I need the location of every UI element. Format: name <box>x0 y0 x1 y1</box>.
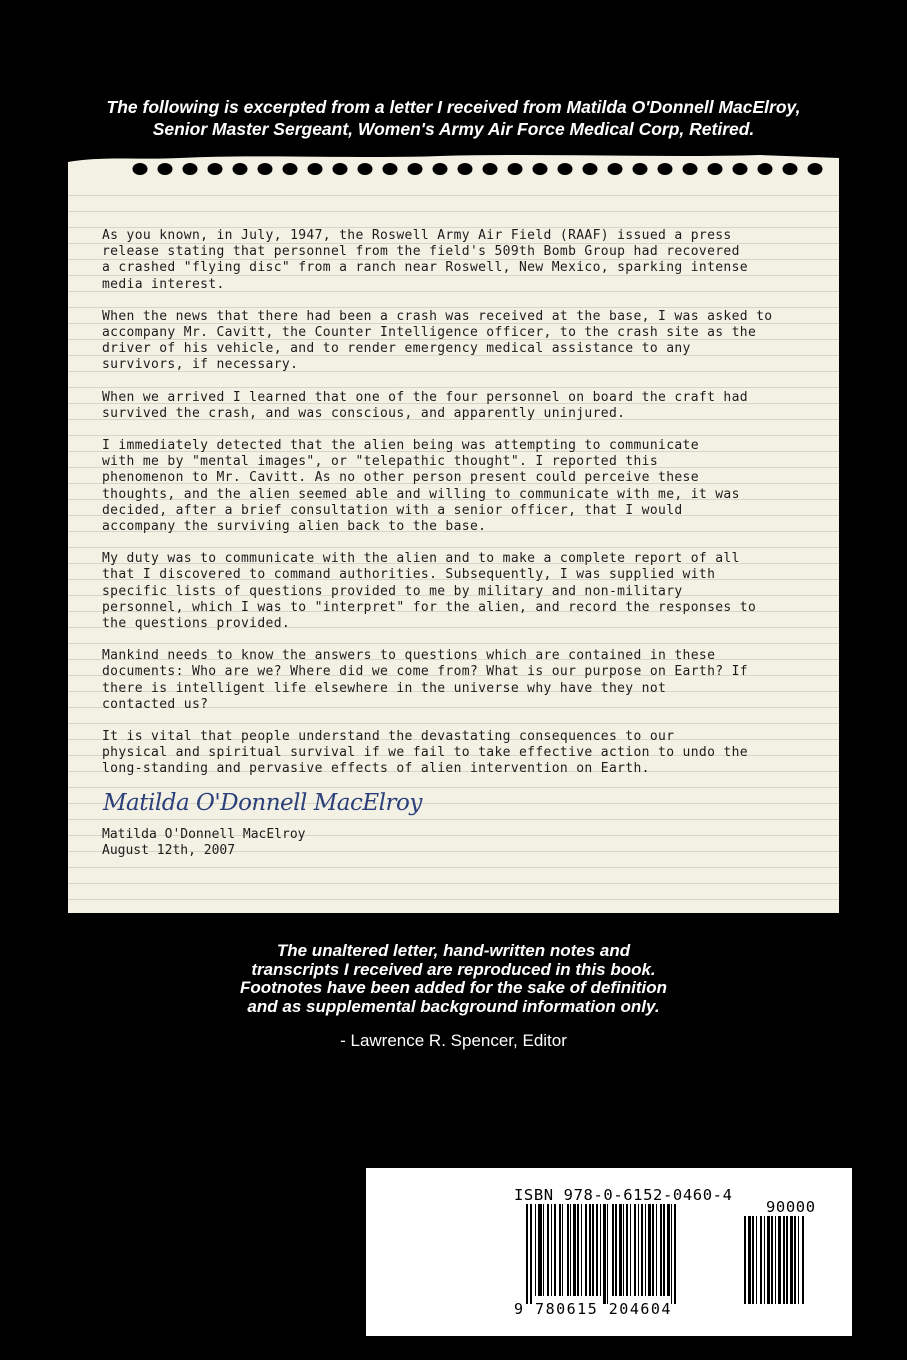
barcode-bar <box>748 1216 751 1304</box>
barcode-bar <box>756 1216 757 1304</box>
barcode-bar <box>592 1204 594 1296</box>
punch-hole <box>383 163 398 175</box>
barcode-bar <box>526 1204 528 1304</box>
perforated-edge <box>60 150 847 190</box>
barcode-bar <box>790 1216 793 1304</box>
barcode-bar <box>652 1204 654 1296</box>
punch-hole <box>733 163 748 175</box>
barcode-bar <box>641 1204 643 1296</box>
barcode-bar <box>630 1204 631 1296</box>
barcode-bar <box>671 1204 672 1304</box>
punch-hole <box>408 163 423 175</box>
punch-hole <box>133 163 148 175</box>
punch-hole <box>508 163 523 175</box>
barcode-bar <box>570 1204 571 1296</box>
barcode-bar <box>778 1216 781 1304</box>
intro-text <box>0 96 907 140</box>
barcode-bar <box>786 1216 788 1304</box>
barcode-bar <box>596 1204 598 1296</box>
punch-hole <box>258 163 273 175</box>
barcode-bar <box>567 1204 569 1296</box>
barcode-bar <box>771 1216 773 1304</box>
barcode-bar <box>551 1204 552 1296</box>
handwritten-signature: Matilda O'Donnell MacElroy <box>103 790 422 816</box>
intro-line-1: The following is excerpted from a letter I received from Matilda O'Donnell MacElroy, <box>106 97 801 117</box>
intro-line-2: Senior Master Sergeant, Women's Army Air Force Medical Corp, Retired. <box>152 119 755 139</box>
editor-note <box>0 942 907 1016</box>
barcode-bar <box>660 1204 662 1296</box>
punch-hole <box>233 163 248 175</box>
barcode-bar <box>794 1216 796 1304</box>
note-line-2: transcripts I received are reproduced in this book. <box>251 959 656 979</box>
note-line-3: Footnotes have been added for the sake of definition <box>240 978 667 997</box>
punch-hole <box>158 163 173 175</box>
barcode-bar <box>577 1204 579 1296</box>
barcode-bar <box>760 1216 762 1304</box>
barcode-bar <box>603 1204 606 1304</box>
barcode-bar <box>674 1204 676 1304</box>
barcode-bar <box>562 1204 563 1296</box>
punch-hole <box>458 163 473 175</box>
barcode-bar <box>581 1204 582 1296</box>
punch-hole <box>583 163 598 175</box>
barcode-bar <box>538 1204 542 1296</box>
note-line-4: and as supplemental background information only. <box>247 996 660 1016</box>
punch-hole <box>308 163 323 175</box>
ean-barcode <box>526 1204 736 1312</box>
barcode-bar <box>585 1204 587 1296</box>
punch-hole <box>608 163 623 175</box>
barcode-bar <box>638 1204 639 1296</box>
barcode-bar <box>783 1216 785 1304</box>
barcode-bar <box>764 1216 765 1304</box>
barcode-bar <box>634 1204 636 1296</box>
punch-hole <box>183 163 198 175</box>
barcode-bar <box>752 1216 754 1304</box>
price-code: 90000 <box>766 1198 816 1216</box>
letter-paragraph: When we arrived I learned that one of the four personnel on board the craft had survived the crash, and was conscious, and apparently uninjured. <box>102 389 748 421</box>
letter-paragraph: My duty was to communicate with the alien and to make a complete report of all that I discovered to command authorities. Subsequently, I was supplied with specific lists of questions provided to me by military and non-military personnel, which I was to "interpret" for the alien, and record the responses to the questions provided. <box>102 551 757 632</box>
barcode-bar <box>543 1204 544 1296</box>
punch-hole <box>658 163 673 175</box>
barcode-bar <box>798 1216 799 1304</box>
punch-hole <box>808 163 823 175</box>
letter-body <box>102 228 782 794</box>
price-barcode <box>744 1216 836 1316</box>
punch-hole <box>683 163 698 175</box>
punch-hole <box>708 163 723 175</box>
punch-hole <box>483 163 498 175</box>
barcode-bar <box>667 1204 670 1296</box>
note-line-1: The unaltered letter, hand-written notes and <box>276 941 631 960</box>
punch-hole <box>633 163 648 175</box>
barcode-bar <box>573 1204 576 1296</box>
barcode-bar <box>600 1204 601 1296</box>
punch-hole <box>433 163 448 175</box>
letter-paragraph: When the news that there had been a crash was received at the base, I was asked to accompany Mr. Cavitt, the Counter Intelligence officer, to the crash site as the driver of his vehicle, and to render emergency medical assistance to any survivors, if necessary. <box>102 308 773 373</box>
barcode-bar <box>607 1204 608 1304</box>
editor-credit: - Lawrence R. Spencer, Editor <box>340 1031 567 1050</box>
punch-hole <box>533 163 548 175</box>
letter-paragraph: It is vital that people understand the devastating consequences to our physical and spiritual survival if we fail to take effective action to undo the long-standing and pervasive effects of alien intervention on Earth. <box>102 729 748 777</box>
barcode-bar <box>615 1204 617 1296</box>
signature-name: Matilda O'Donnell MacElroy <box>102 827 306 842</box>
barcode-bar <box>663 1204 665 1296</box>
barcode-bar <box>648 1204 651 1296</box>
barcode-bar <box>559 1204 561 1296</box>
barcode-bar <box>554 1204 556 1296</box>
barcode-bar <box>535 1204 536 1296</box>
barcode-bar <box>645 1204 646 1296</box>
isbn-text: ISBN 978-0-6152-0460-4 <box>514 1186 733 1204</box>
punch-hole <box>783 163 798 175</box>
barcode-bar <box>775 1216 776 1304</box>
punch-hole <box>208 163 223 175</box>
barcode-bar <box>744 1216 746 1304</box>
barcode-bar <box>619 1204 622 1296</box>
barcode-digits: 9 780615 204604 <box>514 1300 672 1318</box>
punch-hole <box>758 163 773 175</box>
barcode-bar <box>656 1204 657 1296</box>
barcode-bar <box>589 1204 591 1296</box>
barcode-bar <box>547 1204 549 1296</box>
barcode-bar <box>530 1204 532 1304</box>
punch-hole <box>558 163 573 175</box>
letter-paragraph: I immediately detected that the alien being was attempting to communicate with me by "mental images", or "telepathic thought". I reported this phenomenon to Mr. Cavitt. As no other person present could perceive these thoughts, and the alien seemed able and willing to communicate with me, it was decided, after a brief consultation with a senior officer, that I would accompany the surviving alien back to the base. <box>102 438 740 535</box>
letter-paragraph: Mankind needs to know the answers to questions which are contained in these documents: Who are we? Where did we come from? What is our purpose on Earth? If there is intelligent life elsewhere in the universe why have they not contacted us? <box>102 648 748 712</box>
barcode-bar <box>767 1216 770 1304</box>
signature-date: August 12th, 2007 <box>102 843 236 858</box>
punch-hole <box>358 163 373 175</box>
barcode-bar <box>802 1216 804 1304</box>
barcode-bar <box>623 1204 624 1296</box>
punch-hole <box>333 163 348 175</box>
barcode-bar <box>626 1204 628 1296</box>
punch-hole <box>283 163 298 175</box>
barcode-bar <box>612 1204 614 1296</box>
letter-paragraph: As you known, in July, 1947, the Roswell Army Air Field (RAAF) issued a press release stating that personnel from the field's 509th Bomb Group had recovered a crashed "flying disc" from a ranch near Roswell, New Mexico, sparking intense media interest. <box>102 228 748 292</box>
